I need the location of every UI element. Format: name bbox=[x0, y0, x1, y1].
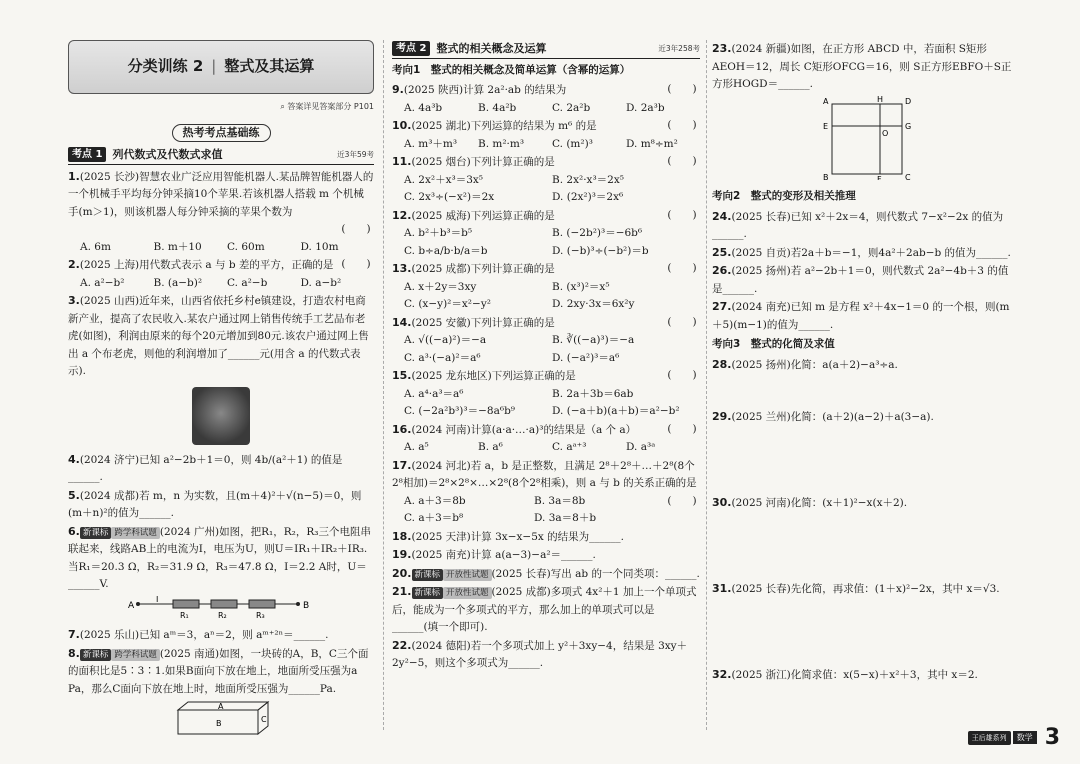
question-2: 2.(2025 上海)用代数式表示 a 与 b 差的平方，正确的是 ( ) bbox=[68, 258, 371, 271]
question-14: 14.(2025 安徽)下列计算正确的是 ( ) bbox=[392, 315, 697, 329]
question-10: 10.(2025 湖北)下列运算的结果为 m⁶ 的是 ( ) bbox=[392, 119, 697, 132]
question-32: 32.(2025 浙江)化简求值：x(5−x)＋x²＋3，其中 x＝2. bbox=[712, 667, 978, 681]
question-5: 5.(2024 成都)若 m，n 为实数，且(m＋4)²＋√(n−5)＝0，则(m＋n)²的值为______. bbox=[68, 488, 362, 519]
svg-text:E: E bbox=[823, 121, 829, 131]
question-17: 17.(2024 河北)若 a，b 是正整数，且满足 2⁸＋2⁸＋…＋2⁸(8个2⁸相加)＝2⁸×2⁸×…×2⁸(8个2⁸相乘)，则 a 与 b 的关系正确的是 ( ) bbox=[392, 458, 697, 507]
question-16: 16.(2024 河南)计算(a·a·…·a)³的结果是（a 个 a） ( ) bbox=[392, 422, 697, 436]
question-22: 22.(2024 德阳)若一个多项式加上 y²＋3xy−4，结果是 3xy＋2y²−5，则这个多项式为______. bbox=[392, 638, 688, 669]
question-3: 3.(2025 山西)近年来，山西省依托乡村e镇建设，打造农村电商新产业，提高了农民收入.某农户通过网上销售传统手工艺品布老虎(如图)，利润由原来的每个20元增加到80元.该农户通过网上售出 a 个布老虎，则他的利润增加了______元(用含 a 的代数式表示). bbox=[68, 294, 369, 377]
kaodian-stat: 近3年59考 bbox=[337, 150, 374, 159]
column-right bbox=[712, 40, 1018, 684]
question-24: 24.(2025 长春)已知 x²＋2x＝4，则代数式 7−x²−2x 的值为______. bbox=[712, 209, 1004, 240]
question-15-options: A. a⁴·a³＝a⁶ B. 2a＋3b＝6ab C. (−2a²b³)³＝−8a⁶b⁹ D. (−a＋b)(a＋b)＝a²−b² bbox=[404, 387, 680, 417]
column-left bbox=[68, 40, 374, 745]
column-middle bbox=[392, 40, 700, 673]
question-28: 28.(2025 扬州)化简：a(a＋2)−a³÷a. bbox=[712, 357, 898, 371]
question-7: 7.(2025 乐山)已知 aᵐ＝3，aⁿ＝2，则 aᵐ⁺²ⁿ＝______. bbox=[68, 628, 329, 641]
page-number: 3 bbox=[1044, 725, 1060, 750]
svg-text:R₃: R₃ bbox=[256, 610, 265, 620]
question-13-options: A. x＋2y＝3xy B. (x³)²＝x⁵ C. (x−y)²＝x²−y² D. 2xy·3x＝6x²y bbox=[404, 280, 635, 310]
svg-text:B: B bbox=[216, 719, 222, 728]
question-15: 15.(2025 龙东地区)下列运算正确的是 ( ) bbox=[392, 369, 697, 382]
svg-text:A: A bbox=[823, 96, 829, 106]
cloth-tiger-photo bbox=[192, 387, 250, 445]
question-16-options: A. a⁵ B. a⁶ C. aᵃ⁺³ D. a³ᵃ bbox=[404, 441, 656, 453]
title-separator: | bbox=[211, 57, 217, 76]
svg-text:R₁: R₁ bbox=[180, 610, 189, 620]
search-icon: ⌕ bbox=[280, 102, 288, 111]
question-6: 6. 新课标 跨学科试题 (2024 广州)如图，把R₁，R₂，R₃三个电阻串联起来，线路AB上的电流为I，电压为U，则U＝IR₁＋IR₂＋IR₃.当R₁＝20.3 Ω，R₂＝31.9 Ω，R₃＝47.8 Ω，I＝2.2 A时，U＝______V. bbox=[68, 524, 371, 590]
svg-text:D: D bbox=[905, 96, 912, 106]
section-title bbox=[68, 40, 374, 94]
svg-text:R₂: R₂ bbox=[218, 610, 227, 620]
svg-text:H: H bbox=[877, 94, 884, 104]
svg-text:O: O bbox=[882, 128, 889, 138]
subtopic-heading: 考向3 整式的化简及求值 bbox=[712, 338, 835, 350]
answer-reference: ⌕ 答案详见答案部分 P101 bbox=[280, 102, 374, 111]
kaodian-title: 整式的相关概念及运算 bbox=[436, 42, 547, 55]
question-11-options: A. 2x²＋x³＝3x⁵ B. 2x²·x³＝2x⁵ C. 2x³÷(−x²)＝2x D. (2x²)³＝2x⁶ bbox=[404, 173, 624, 203]
section-title-sub: 整式及其运算 bbox=[224, 57, 315, 76]
svg-text:G: G bbox=[905, 121, 912, 131]
question-11: 11.(2025 烟台)下列计算正确的是 ( ) bbox=[392, 155, 697, 168]
question-31: 31.(2025 长春)先化简，再求值：(1＋x)²−2x，其中 x＝√3. bbox=[712, 581, 1000, 595]
kaodian-tag: 考点 1 bbox=[68, 147, 106, 162]
question-14-options: A. √((−a)²)＝−a B. ∛((−a)³)＝−a C. a³·(−a)²＝a⁶ D. (−a²)³＝a⁶ bbox=[404, 334, 635, 364]
question-21: 21. 新课标 开放性试题 (2025 成都)多项式 4x²＋1 加上一个单项式后，能成为一个多项式的平方，那么加上的单项式可以是______(填一个即可). bbox=[392, 585, 697, 633]
subtopic-heading: 考向2 整式的变形及相关推理 bbox=[712, 190, 856, 202]
svg-text:B: B bbox=[823, 172, 829, 180]
section-title-main: 分类训练 2 bbox=[127, 57, 204, 76]
question-26: 26.(2025 扬州)若 a²−2b＋1＝0，则代数式 2a²−4b＋3 的值是______. bbox=[712, 264, 1009, 295]
page-footer bbox=[968, 725, 1060, 750]
kaodian-tag: 考点 2 bbox=[392, 41, 430, 56]
answer-paren: ( ) bbox=[341, 223, 371, 235]
question-9-options: A. 4a³b B. 4a²b C. 2a²b D. 2a³b bbox=[404, 101, 665, 114]
brick-figure bbox=[68, 698, 368, 738]
svg-text:C: C bbox=[905, 172, 911, 180]
svg-text:I: I bbox=[156, 594, 159, 604]
subject-badge: 数学 bbox=[1013, 731, 1037, 744]
question-30: 30.(2025 河南)化简：(x＋1)²−x(x＋2). bbox=[712, 495, 908, 509]
question-4: 4.(2024 济宁)已知 a²−2b＋1＝0，则 4b/(a²＋1) 的值是______. bbox=[68, 452, 343, 483]
question-1: 1.(2025 长沙)智慧农业广泛应用智能机器人.某品牌智能机器人的一个机械手平均每分钟采摘10个苹果.若该机器人搭载 m 个机械手(m＞1)，则该机器人每分钟采摘的苹果个数为 ( ) bbox=[68, 168, 374, 239]
question-2-options: A. a²−b² B. (a−b)² C. a²−b D. a−b² bbox=[80, 276, 342, 289]
question-1-options: A. 6m B. m＋10 C. 60m D. 10m bbox=[80, 240, 339, 253]
kaodian-2-bar bbox=[392, 40, 700, 59]
question-23: 23.(2024 新疆)如图，在正方形 ABCD 中，若面积 S矩形AEOH＝12，周长 C矩形OFCG＝16，则 S正方形EBFO＋S正方形HOGD＝______. bbox=[712, 42, 1012, 90]
question-10-options: A. m³＋m³ B. m²·m³ C. (m²)³ D. m⁸÷m² bbox=[404, 137, 678, 150]
svg-text:C: C bbox=[261, 715, 267, 724]
question-18: 18.(2025 天津)计算 3x−x−5x 的结果为______. bbox=[392, 529, 624, 543]
kaodian-title: 列代数式及代数式求值 bbox=[112, 148, 223, 161]
svg-text:F: F bbox=[877, 174, 882, 180]
square-figure bbox=[712, 94, 1012, 180]
question-12: 12.(2025 威海)下列运算正确的是 ( ) bbox=[392, 208, 697, 222]
question-13: 13.(2025 成都)下列计算正确的是 ( ) bbox=[392, 262, 697, 275]
column-divider bbox=[706, 40, 707, 730]
hot-topic-badge: 热考考点基础练 bbox=[68, 124, 374, 143]
question-29: 29.(2025 兰州)化简：(a＋2)(a−2)＋a(3−a). bbox=[712, 409, 934, 423]
kaodian-stat: 近3年258考 bbox=[658, 44, 700, 53]
question-25: 25.(2025 自贡)若2a＋b＝−1，则4a²＋2ab−b 的值为______. bbox=[712, 245, 1011, 259]
subtopic-heading: 考向1 整式的相关概念及简单运算（含幂的运算） bbox=[392, 63, 631, 76]
circuit-figure bbox=[68, 594, 368, 620]
kaodian-1-bar bbox=[68, 146, 374, 165]
question-8: 8. 新课标 跨学科试题 (2025 南通)如图，一块砖的A，B，C三个面的面积比是5∶3∶1.如果B面向下放在地上，地面所受压强为a Pa，那么C面向下放在地上时，地面所受压强为______Pa. bbox=[68, 646, 369, 695]
question-20: 20. 新课标 开放性试题 (2025 长春)写出 ab 的一个同类项：______. bbox=[392, 566, 700, 580]
question-19: 19.(2025 南充)计算 a(a−3)−a²＝______. bbox=[392, 548, 596, 561]
question-17-options: A. a＋3＝8b B. 3a＝8b C. a＋3＝b⁸ D. 3a＝8＋b bbox=[404, 494, 597, 524]
publisher-logo: 王后雄系列 bbox=[968, 731, 1011, 745]
question-12-options: A. b²＋b³＝b⁵ B. (−2b²)³＝−6b⁶ C. b÷a/b·b/a＝b D. (−b)³÷(−b²)＝b bbox=[404, 227, 649, 257]
svg-text:A: A bbox=[128, 600, 135, 611]
svg-text:A: A bbox=[218, 702, 224, 711]
question-9: 9.(2025 陕西)计算 2a²·ab 的结果为 ( ) bbox=[392, 83, 697, 96]
column-divider bbox=[383, 40, 384, 730]
svg-text:B: B bbox=[303, 600, 310, 611]
question-27: 27.(2024 南充)已知 m 是方程 x²＋4x−1＝0 的一个根，则(m＋5)(m−1)的值为______. bbox=[712, 300, 1010, 331]
